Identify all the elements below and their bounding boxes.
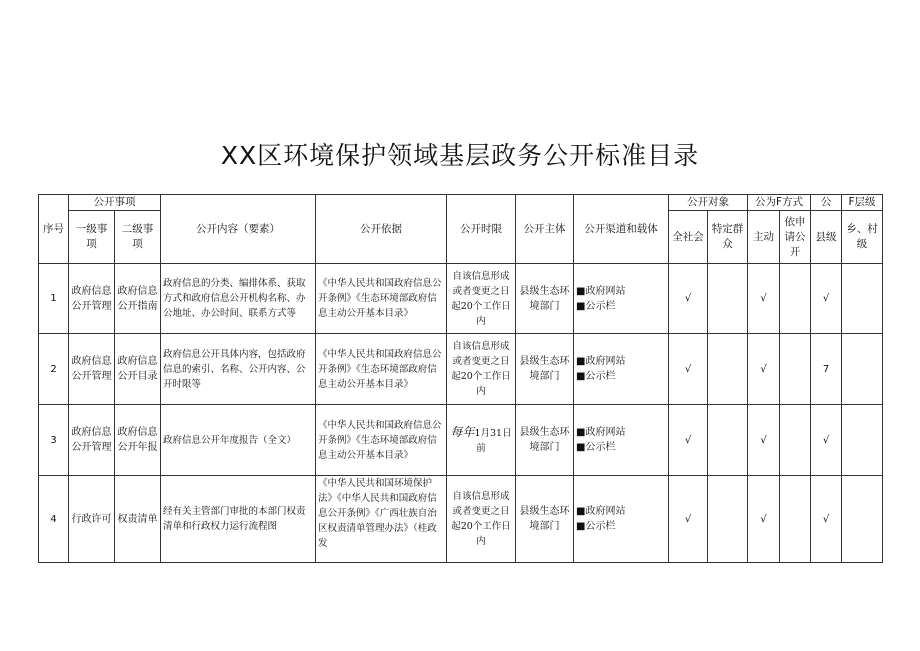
- on-request-header: 依申请公开: [780, 211, 811, 264]
- row-seq: 4: [39, 476, 69, 563]
- row-specific: [708, 476, 748, 563]
- target-header: 公开对象: [669, 195, 748, 211]
- level1-header: 一级事项: [69, 211, 115, 264]
- row-subject: 县级生态环境部门: [516, 476, 574, 563]
- channel-notice-board: ■公示栏: [576, 371, 616, 382]
- specific-header: 特定群众: [708, 211, 748, 264]
- all-society-header: 全社会: [669, 211, 708, 264]
- row-subject: 县级生态环境部门: [516, 334, 574, 405]
- row-township: [842, 476, 883, 563]
- row-time: 自该信息形成或者变更之日起20个工作日内: [447, 264, 516, 334]
- row-level2: 政府信息公开年报: [115, 405, 161, 476]
- table-row: [39, 264, 883, 334]
- row-seq: 1: [39, 264, 69, 334]
- row-basis: 《中华人民共和国政府信息公开条例》《生态环境部政府信息主动公开基本目录》: [316, 334, 447, 405]
- row-all-society: √: [669, 264, 708, 334]
- row-content: 经有关主管部门审批的本部门权责清单和行政权力运行流程图: [161, 476, 316, 563]
- row-channel: [574, 264, 669, 334]
- catalog-table: [38, 194, 883, 563]
- level2-header: 二级事项: [115, 211, 161, 264]
- row-time-rest: 1月31日前: [474, 427, 512, 454]
- row-level2: 权责清单: [115, 476, 161, 563]
- row-seq: 2: [39, 334, 69, 405]
- header-row-1: [39, 195, 883, 211]
- row-township: [842, 334, 883, 405]
- row-township: [842, 264, 883, 334]
- level-header-a: 公: [811, 195, 842, 211]
- row-county: √: [811, 405, 842, 476]
- row-county: √: [811, 476, 842, 563]
- row-county: √: [811, 264, 842, 334]
- channel-notice-board: ■公示栏: [576, 300, 616, 312]
- row-level1: 行政许可: [69, 476, 115, 563]
- row-time: 自该信息形成或者变更之日起20个工作日内: [447, 334, 516, 405]
- channel-website: ■政府网站: [576, 506, 626, 517]
- row-time-prefix: 每年: [450, 424, 475, 439]
- row-specific: [708, 334, 748, 405]
- row-all-society: √: [669, 405, 708, 476]
- row-basis: 《中华人民共和国政府信息公开条例》《生态环境部政府信息主动公开基本目录》: [316, 405, 447, 476]
- basis-header: 公开依据: [316, 195, 447, 264]
- row-basis: 《中华人民共和国政府信息公开条例》《生态环境部政府信息主动公开基本目录》: [316, 264, 447, 334]
- row-time: [447, 405, 516, 476]
- row-township: [842, 405, 883, 476]
- channel-website: ■政府网站: [576, 427, 626, 438]
- row-on-request: [780, 334, 811, 405]
- time-header: 公开时限: [447, 195, 516, 264]
- channel-notice-board: ■公示栏: [576, 521, 616, 532]
- row-all-society: √: [669, 476, 708, 563]
- table-row: [39, 405, 883, 476]
- row-on-request: [780, 476, 811, 563]
- row-basis: 《中华人民共和国环境保护法》《中华人民共和国政府信息公开条例》《广西壮族自治区权责清单管理办法》（桂政发: [316, 476, 447, 563]
- row-subject: 县级生态环境部门: [516, 405, 574, 476]
- row-level2: 政府信息公开目录: [115, 334, 161, 405]
- level-header-b: F层级: [842, 195, 883, 211]
- subject-header: 公开主体: [516, 195, 574, 264]
- active-header: 主动: [748, 211, 780, 264]
- row-level1: 政府信息公开管理: [69, 405, 115, 476]
- row-county: 7: [811, 334, 842, 405]
- row-content: 政府信息的分类、编排体系、获取方式和政府信息公开机构名称、办公地址、办公时间、联系方式等: [161, 264, 316, 334]
- seq-header: 序号: [39, 195, 69, 264]
- row-specific: [708, 264, 748, 334]
- row-channel: [574, 334, 669, 405]
- table-row: [39, 334, 883, 405]
- row-content: 政府信息公开年度报告（全文）: [161, 405, 316, 476]
- row-level1: 政府信息公开管理: [69, 264, 115, 334]
- row-level2: 政府信息公开指南: [115, 264, 161, 334]
- content-header: 公开内容（要素）: [161, 195, 316, 264]
- page-title: XX区环境保护领域基层政务公开标准目录: [220, 141, 700, 170]
- channel-header: 公开渠道和载体: [574, 195, 669, 264]
- channel-notice-board: ■公示栏: [576, 442, 616, 453]
- channel-website: ■政府网站: [576, 356, 626, 367]
- row-on-request: [780, 405, 811, 476]
- mode-header: 公为F方式: [748, 195, 811, 211]
- channel-website: ■政府网站: [576, 285, 626, 297]
- county-header: 县级: [811, 211, 842, 264]
- row-channel: [574, 476, 669, 563]
- row-channel: [574, 405, 669, 476]
- row-level1: 政府信息公开管理: [69, 334, 115, 405]
- row-active: √: [748, 264, 780, 334]
- township-header: 乡、村级: [842, 211, 883, 264]
- row-on-request: [780, 264, 811, 334]
- public-items-header: 公开事项: [69, 195, 161, 211]
- row-all-society: √: [669, 334, 708, 405]
- row-specific: [708, 405, 748, 476]
- row-time: 自该信息形成或者变更之日起20个工作日内: [447, 476, 516, 563]
- row-seq: 3: [39, 405, 69, 476]
- table-row: [39, 476, 883, 563]
- row-content: 政府信息公开具体内容，包括政府信息的索引、名称、公开内容、公开时限等: [161, 334, 316, 405]
- row-active: √: [748, 405, 780, 476]
- row-active: √: [748, 334, 780, 405]
- row-subject: 县级生态环境部门: [516, 264, 574, 334]
- row-active: √: [748, 476, 780, 563]
